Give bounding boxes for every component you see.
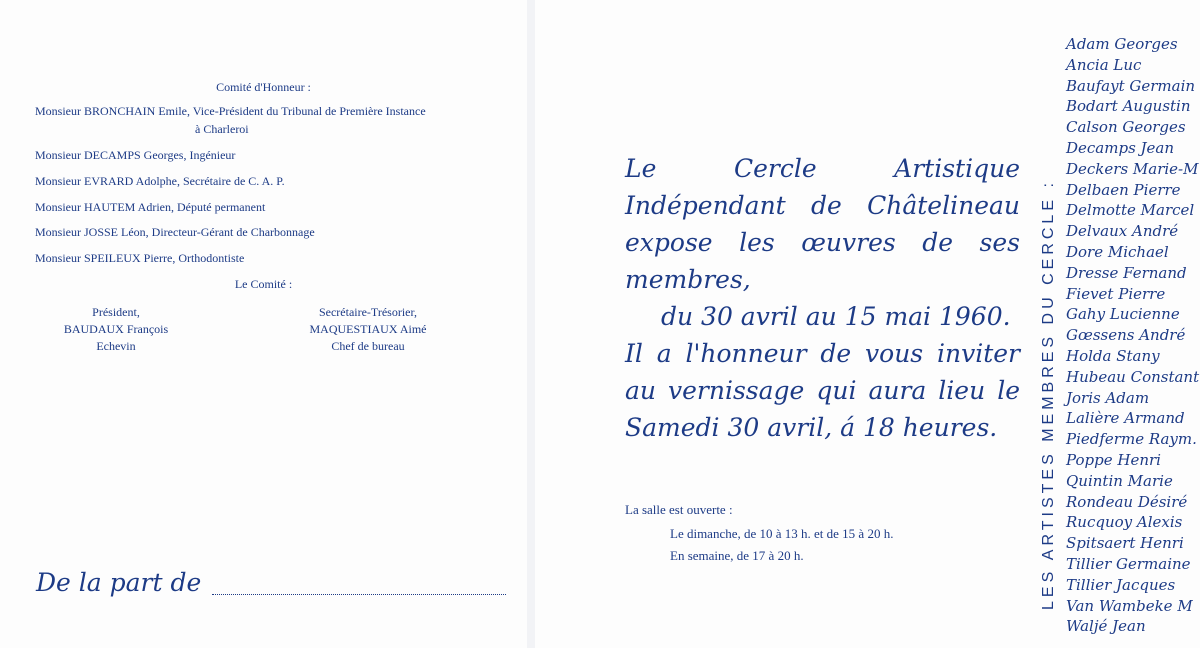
artist-name: Deckers Marie-M [1066,159,1199,178]
honour-member-continuation: à Charleroi [195,122,249,136]
artist-name: Rucquoy Alexis [1066,513,1183,532]
president-name: BAUDAUX François [63,322,169,336]
artist-name: Tillier Jacques [1066,575,1176,594]
artist-name: Dresse Fernand [1066,263,1187,282]
artists-title: LES ARTISTES MEMBRES DU CERCLE : [1040,179,1057,610]
secretary-role: Secrétaire-Trésorier, [318,305,418,319]
artist-name: Delbaen Pierre [1066,180,1181,199]
artist-name: Poppe Henri [1066,450,1161,469]
hours-sunday: Le dimanche, de 10 à 13 h. et de 15 à 20 h. [670,526,894,541]
artist-name: Quintin Marie [1066,471,1173,490]
artist-name: Holda Stany [1066,346,1160,365]
artist-name: Calson Georges [1066,118,1186,137]
artist-name: Waljé Jean [1066,617,1146,636]
artist-name: Van Wambeke M [1066,596,1193,615]
artist-name: Piedferme Raym. [1066,430,1197,449]
artist-name: Delmotte Marcel [1066,201,1195,220]
artist-name: Baufayt Germain [1066,76,1196,95]
left-panel [0,0,527,648]
committee-heading: Le Comité : [234,277,293,291]
invitation-exhibition: Le Cercle Artistique Indépendant de Châtelineau expose les œuvres de ses membres, [625,154,1020,294]
artist-name: Lalière Armand [1066,409,1185,428]
from-dotted-line [212,594,506,595]
fold-gap [527,0,535,648]
honour-member-decamps: Monsieur DECAMPS Georges, Ingénieur [35,148,236,162]
honour-member-evrard: Monsieur EVRARD Adolphe, Secrétaire de C. A. P. [35,174,285,188]
honour-member-hautem: Monsieur HAUTEM Adrien, Député permanent [35,200,266,214]
invitation-vernissage: Il a l'honneur de vous inviter au vernissage qui aura lieu le Samedi 30 avril, á 18 heures. [625,339,1020,442]
president-title: Echevin [96,339,136,353]
honour-member-speileux: Monsieur SPEILEUX Pierre, Orthodontiste [35,251,245,265]
honour-member-josse: Monsieur JOSSE Léon, Directeur-Gérant de Charbonnage [35,225,315,239]
artists-list [1066,34,1199,637]
artist-name: Bodart Augustin [1066,97,1191,116]
artist-name: Gahy Lucienne [1066,305,1180,324]
secretary-name: MAQUESTIAUX Aimé [309,322,427,336]
secretary-block [288,304,448,355]
artist-name: Fievet Pierre [1066,284,1166,303]
artist-name: Dore Michael [1066,242,1169,261]
artist-name: Ancia Luc [1066,55,1142,74]
hours-weekday: En semaine, de 17 à 20 h. [670,548,804,563]
artist-name: Decamps Jean [1066,138,1175,157]
secretary-title: Chef de bureau [331,339,405,353]
honour-committee-heading: Comité d'Honneur : [216,80,311,94]
artist-name: Joris Adam [1066,388,1150,407]
artist-name: Hubeau Constant [1066,367,1200,386]
artist-name: Tillier Germaine [1066,554,1191,573]
president-block [46,304,186,355]
from-label: De la part de [36,568,202,597]
artist-name: Spitsaert Henri [1066,534,1184,553]
invitation-dates: du 30 avril au 15 mai 1960. [661,302,1011,331]
artist-name: Delvaux André [1066,222,1179,241]
artist-name: Gœssens André [1066,326,1186,345]
president-role: Président, [92,305,140,319]
invitation-text [625,150,1020,446]
artist-name: Rondeau Désiré [1066,492,1188,511]
opening-hours-heading: La salle est ouverte : [625,502,733,517]
artist-name: Adam Georges [1066,35,1178,53]
honour-member-bronchain: Monsieur BRONCHAIN Emile, Vice-Président du Tribunal de Première Instance [35,104,426,118]
